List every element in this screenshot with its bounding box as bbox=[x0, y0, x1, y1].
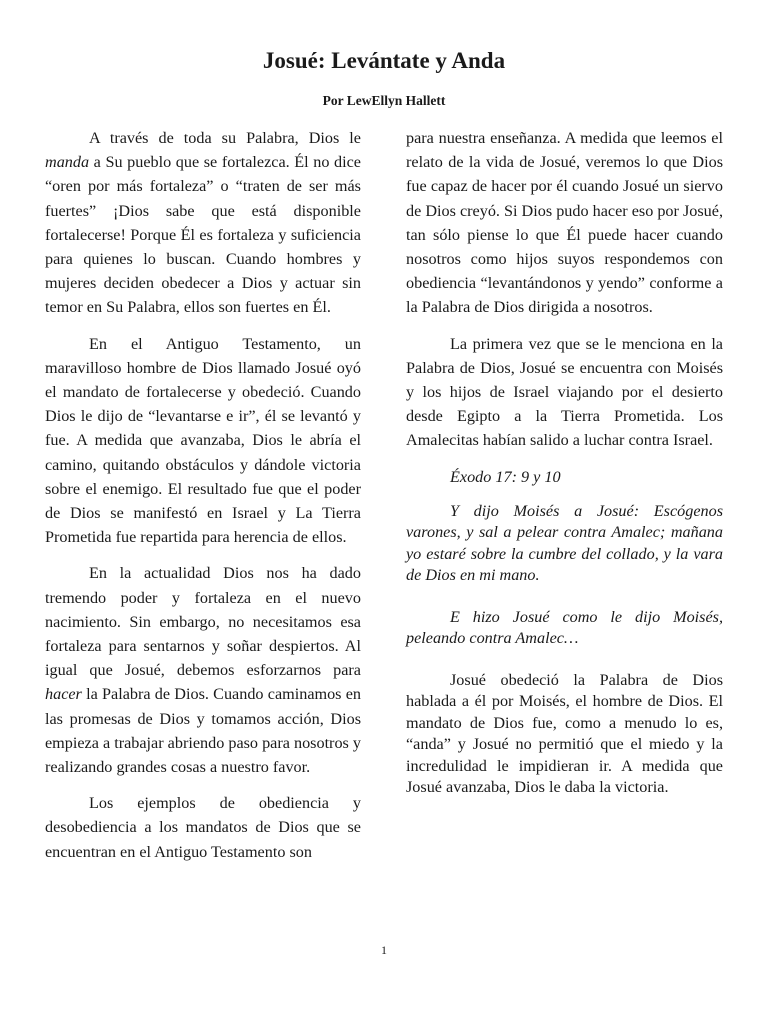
page-number: 1 bbox=[381, 943, 387, 957]
paragraph-first-mention: La primera vez que se le menciona en la Palabra de Dios, Josué se encuentra con Moisés y los hijos de Israel viajando por el desierto desde Egipto a la Tierra Prometida. Los Amalecitas habían salido a luchar contra Israel. bbox=[406, 334, 723, 450]
paragraph-old-testament: En el Antiguo Testamento, un maravilloso hombre de Dios llamado Josué oyó el mandato de fortalecerse y obedeció. Cuando Dios le dijo de “levantarse e ir”, él se levantó y fue. A medida que avanzaba, Dios le abría el camino, quitando obstáculos y dándole victoria sobre el enemigo. El resultado fue que el poder de Dios se manifestó en Israel y La Tierra Prometida fue repartida para herencia de ellos. bbox=[45, 334, 361, 547]
scripture-quote-2: E hizo Josué como le dijo Moisés, peleando contra Amalec… bbox=[406, 607, 723, 648]
paragraph-examples-continued: para nuestra enseñanza. A medida que leemos el relato de la vida de Josué, veremos lo que Dios fue capaz de hacer por él cuando Josué un siervo de Dios creyó. Si Dios pudo hacer eso por Josué, tan sólo piense lo que Él puede hacer cuando nosotros como hijos suyos respondemos con obediencia “levantándonos y yendo” conforme a la Palabra de Dios dirigida a nosotros. bbox=[406, 129, 723, 317]
author-byline: Por LewEllyn Hallett bbox=[322, 93, 446, 108]
scripture-reference: Éxodo 17: 9 y 10 bbox=[450, 467, 561, 486]
left-column bbox=[45, 126, 361, 864]
document-title: Josué: Levántate y Anda bbox=[262, 48, 506, 73]
paragraph-intro-text: A través de toda su Palabra, Dios le bbox=[89, 129, 361, 147]
paragraph-examples: Los ejemplos de obediencia y desobediencia a los mandatos de Dios que se encuentran en el Antiguo Testamento son bbox=[45, 794, 361, 861]
scripture-quote-1: Y dijo Moisés a Josué: Escógenos varones, y sal a pelear contra Amalec; mañana yo estaré sobre la cumbre del collado, y la vara de Dios en mi mano. bbox=[406, 501, 723, 585]
paragraph-intro-text-cont: a Su pueblo que se fortalezca. Él no dice “oren por más fortaleza” o “traten de ser más fuertes” ¡Dios sabe que está disponible fortalecerse! Porque Él es fortaleza y suficiencia para quienes lo buscan. Cuando hombres y mujeres deciden obedecer a Dios y actuar sin temor en Su Palabra, ellos son fuertes en Él. bbox=[45, 153, 361, 317]
emphasis-hacer: hacer bbox=[45, 685, 82, 704]
paragraph-today-text: En la actualidad Dios nos ha dado tremendo poder y fortaleza en el nuevo nacimiento. Sin embargo, no necesitamos esa fortaleza para sentarnos y soñar despiertos. Al igual que Josué, debemos esforzarnos para bbox=[45, 564, 361, 680]
paragraph-today-text-cont: la Palabra de Dios. Cuando caminamos en las promesas de Dios y tomamos acción, Dios empieza a trabajar abriendo paso para nosotros y realizando grandes cosas a nuestro favor. bbox=[45, 685, 361, 777]
emphasis-manda: manda bbox=[45, 153, 90, 172]
paragraph-intro bbox=[45, 126, 361, 320]
paragraph-today bbox=[45, 561, 361, 779]
right-column bbox=[406, 126, 723, 799]
paragraph-obedience: Josué obedeció la Palabra de Dios hablada a él por Moisés, el hombre de Dios. El mandato de Dios fue, como a menudo lo es, “anda” y Josué no permitió que el miedo y la incredulidad le impidieran ir. A medida que Josué avanzaba, Dios le daba la victoria. bbox=[406, 670, 723, 797]
